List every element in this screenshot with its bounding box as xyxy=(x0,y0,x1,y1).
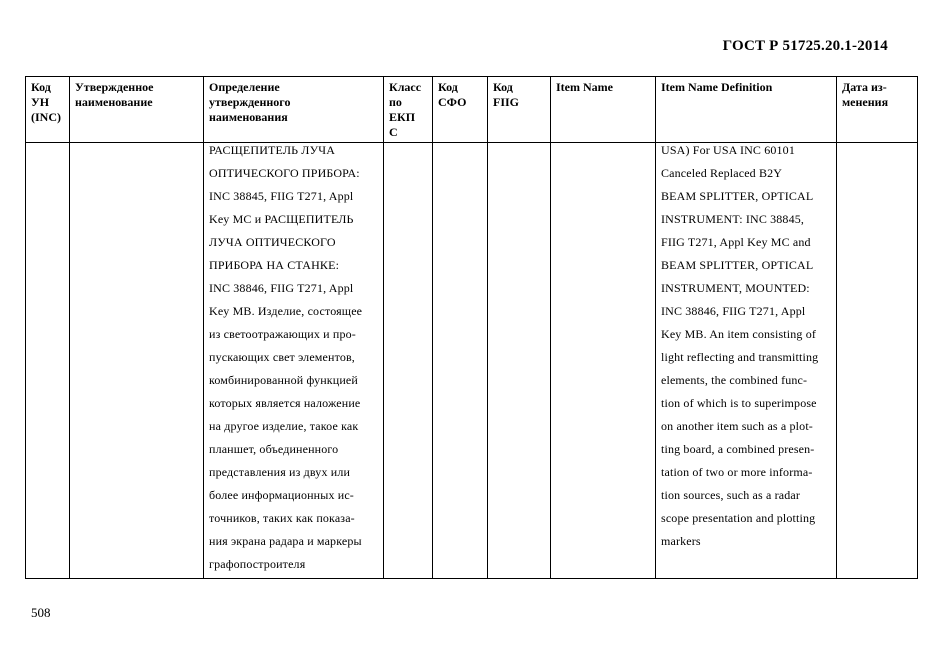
definition-ru-line: ОПТИЧЕСКОГО ПРИБОРА: xyxy=(209,166,360,180)
definition-en-line: markers xyxy=(661,534,701,548)
cell-approved-name xyxy=(70,143,204,579)
document-code: ГОСТ Р 51725.20.1-2014 xyxy=(722,38,888,54)
definition-en-line: INC 38846, FIIG T271, Appl xyxy=(661,304,806,318)
cell-change-date xyxy=(837,143,918,579)
definition-en-line: light reflecting and transmitting xyxy=(661,350,819,364)
definition-en-text xyxy=(656,139,836,553)
definition-en-line: tion sources, such as a radar xyxy=(661,488,800,502)
definition-en-line: elements, the combined func- xyxy=(661,373,808,387)
cell-class xyxy=(384,143,433,579)
col-header-change-date: Дата из- менения xyxy=(837,77,918,143)
definition-ru-line: из светоотражающих и про- xyxy=(209,327,356,341)
definition-ru-line: INC 38845, FIIG T271, Appl xyxy=(209,189,354,203)
definition-ru-line: планшет, объединенного xyxy=(209,442,339,456)
table-row xyxy=(26,143,918,579)
cell-sfo xyxy=(433,143,488,579)
definition-ru-line: которых является наложение xyxy=(209,396,361,410)
definition-en-line: INSTRUMENT: INC 38845, xyxy=(661,212,805,226)
definition-ru-line: точников, таких как показа- xyxy=(209,511,355,525)
cell-fiig xyxy=(488,143,551,579)
definition-en-line: on another item such as a plot- xyxy=(661,419,813,433)
definition-ru-line: РАСЩЕПИТЕЛЬ ЛУЧА xyxy=(209,143,336,157)
definition-ru-line: Key MC и РАСЩЕПИТЕЛЬ xyxy=(209,212,354,226)
definition-en-line: tion of which is to superimpose xyxy=(661,396,817,410)
cell-inc xyxy=(26,143,70,579)
definition-ru-line: Key MB. Изделие, состоящее xyxy=(209,304,363,318)
definition-ru-line: представления из двух или xyxy=(209,465,351,479)
definition-ru-line: ния экрана радара и маркеры xyxy=(209,534,362,548)
definition-ru-line: пускающих свет элементов, xyxy=(209,350,355,364)
col-header-item-name: Item Name xyxy=(551,77,656,143)
definition-en-line: ting board, a combined presen- xyxy=(661,442,815,456)
definition-en-line: USA) For USA INC 60101 xyxy=(661,143,795,157)
definition-ru-text xyxy=(204,139,383,576)
definition-en-line: BEAM SPLITTER, OPTICAL xyxy=(661,258,814,272)
definition-ru-line: более информационных ис- xyxy=(209,488,354,502)
col-header-approved-name: Утвержденное наименование xyxy=(70,77,204,143)
col-header-sfo: Код СФО xyxy=(433,77,488,143)
definition-en-line: BEAM SPLITTER, OPTICAL xyxy=(661,189,814,203)
col-header-definition-ru: Определение утвержденного наименования xyxy=(204,77,384,143)
col-header-fiig: Код FIIG xyxy=(488,77,551,143)
col-header-inc: Код УН (INC) xyxy=(26,77,70,143)
definition-ru-line: ПРИБОРА НА СТАНКЕ: xyxy=(209,258,340,272)
table-header-row xyxy=(26,77,918,143)
cell-item-name-definition xyxy=(656,143,837,579)
definition-en-line: Canceled Replaced B2Y xyxy=(661,166,783,180)
definition-en-line: FIIG T271, Appl Key MC and xyxy=(661,235,811,249)
definition-en-line: Key MB. An item consisting of xyxy=(661,327,817,341)
cell-item-name xyxy=(551,143,656,579)
col-header-class: Класс по ЕКП С xyxy=(384,77,433,143)
nomenclature-table xyxy=(25,76,918,579)
definition-ru-line: ЛУЧА ОПТИЧЕСКОГО xyxy=(209,235,336,249)
definition-en-line: tation of two or more informa- xyxy=(661,465,813,479)
cell-definition-ru xyxy=(204,143,384,579)
definition-en-line: INSTRUMENT, MOUNTED: xyxy=(661,281,810,295)
definition-ru-line: комбинированной функцией xyxy=(209,373,358,387)
page-number: 508 xyxy=(31,605,51,620)
col-header-item-name-definition: Item Name Definition xyxy=(656,77,837,143)
definition-en-line: scope presentation and plotting xyxy=(661,511,816,525)
definition-ru-line: на другое изделие, такое как xyxy=(209,419,359,433)
definition-ru-line: графопостроителя xyxy=(209,557,306,571)
definition-ru-line: INC 38846, FIIG T271, Appl xyxy=(209,281,354,295)
